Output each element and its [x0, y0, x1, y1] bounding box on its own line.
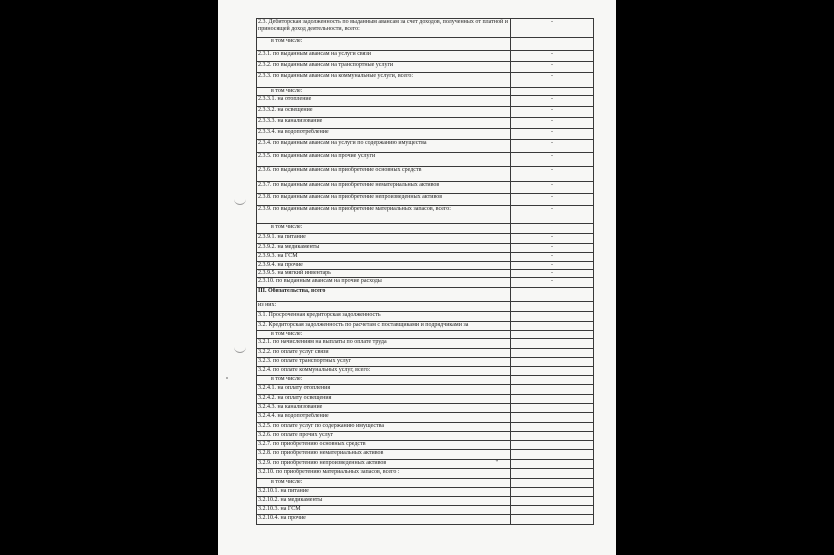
row-label: в том числе:	[257, 376, 511, 385]
table-row	[257, 253, 594, 262]
table-row	[257, 224, 594, 234]
row-label: в том числе:	[257, 331, 511, 339]
row-value	[511, 358, 594, 367]
row-label: 2.3.9. по выданным авансам на приобретение материальных запасов, всего:	[257, 206, 511, 224]
table-row	[257, 194, 594, 206]
table-row	[257, 385, 594, 395]
table-row	[257, 167, 594, 182]
row-value	[511, 385, 594, 395]
row-label: в том числе:	[257, 479, 511, 488]
row-value	[511, 515, 594, 525]
row-value	[511, 469, 594, 479]
table-row	[257, 349, 594, 358]
row-label: 2.3.9.5. на мягкий инвентарь	[257, 270, 511, 278]
row-label: 2.3.3.4. на водопотребление	[257, 129, 511, 140]
table-row	[257, 107, 594, 118]
row-label: 2.3.8. по выданным авансам на приобретение непроизведенных активов	[257, 194, 511, 206]
row-label: III. Обязательства, всего	[257, 288, 511, 302]
row-value	[511, 441, 594, 450]
row-value: -	[511, 51, 594, 62]
row-label: 3.2.8. по приобретению нематериальных активов	[257, 450, 511, 460]
row-label	[257, 460, 511, 469]
row-value: -	[511, 253, 594, 262]
row-value	[511, 312, 594, 322]
table-row	[257, 479, 594, 488]
row-value: -	[511, 194, 594, 206]
row-label: 3.2.4.3. на канализование	[257, 404, 511, 413]
table-row	[257, 262, 594, 270]
row-label: в том числе:	[257, 224, 511, 234]
row-label: 2.3.5. по выданным авансам на прочие услуги	[257, 153, 511, 167]
table-row	[257, 469, 594, 479]
table-row	[257, 51, 594, 62]
table-row	[257, 270, 594, 278]
table-row	[257, 153, 594, 167]
row-value	[511, 413, 594, 423]
row-value: -	[511, 96, 594, 107]
row-value: -	[511, 270, 594, 278]
table-row	[257, 339, 594, 349]
row-value	[511, 288, 594, 302]
row-label: из них:	[257, 302, 511, 312]
row-value: -	[511, 234, 594, 244]
row-value: -	[511, 118, 594, 129]
table-row	[257, 376, 594, 385]
row-label: 3.2.10.3. на ГСМ	[257, 506, 511, 515]
row-value	[511, 423, 594, 432]
row-label: 3.2.10.2. на медикаменты	[257, 497, 511, 506]
row-value: -	[511, 19, 594, 38]
table-row	[257, 19, 594, 38]
row-value	[511, 506, 594, 515]
table-row	[257, 62, 594, 73]
row-value: -	[511, 73, 594, 88]
row-value	[511, 38, 594, 51]
scan-speck	[226, 377, 228, 379]
row-label: 2.3.1. по выданным авансам на услуги связи	[257, 51, 511, 62]
table-row	[257, 515, 594, 525]
row-value	[511, 450, 594, 460]
row-label: 2.3.9.4. на прочие	[257, 262, 511, 270]
row-value	[511, 404, 594, 413]
row-label: 3.2.1. по начислениям на выплаты по оплате труда	[257, 339, 511, 349]
punch-hole	[234, 344, 246, 353]
row-mark: "	[495, 460, 498, 466]
table-row	[257, 118, 594, 129]
table-row	[257, 312, 594, 322]
table-row	[257, 182, 594, 194]
row-label: 3.2.4.2. на оплату освещения	[257, 395, 511, 404]
row-value	[511, 322, 594, 331]
row-label: 2.3.3.2. на освещение	[257, 107, 511, 118]
table-row	[257, 488, 594, 497]
document-page	[218, 0, 616, 555]
table-row	[257, 206, 594, 224]
row-label: 3.2.5. по оплате услуг по содержанию имущества	[257, 423, 511, 432]
table-row	[257, 432, 594, 441]
table-row	[257, 88, 594, 96]
table-row	[257, 441, 594, 450]
table-row	[257, 302, 594, 312]
row-value	[511, 302, 594, 312]
row-label: 2.3.3.3. на канализование	[257, 118, 511, 129]
row-value: -	[511, 167, 594, 182]
row-value: -	[511, 140, 594, 153]
table-row	[257, 367, 594, 376]
table-row	[257, 331, 594, 339]
row-value	[511, 331, 594, 339]
row-value: -	[511, 206, 594, 224]
table-row	[257, 244, 594, 253]
row-label: 2.3.3. по выданным авансам на коммунальные услуги, всего:	[257, 73, 511, 88]
row-label: 2.3.9.1. на питание	[257, 234, 511, 244]
row-label-text: 3.2.9. по приобретению непроизведенных активов	[258, 460, 387, 466]
row-value	[511, 367, 594, 376]
row-value: -	[511, 262, 594, 270]
row-label: 2.3.9.2. на медикаменты	[257, 244, 511, 253]
table-row	[257, 96, 594, 107]
row-value	[511, 339, 594, 349]
row-value	[511, 488, 594, 497]
table-row	[257, 140, 594, 153]
row-value: -	[511, 278, 594, 288]
table-row	[257, 322, 594, 331]
table-row	[257, 234, 594, 244]
table-row	[257, 450, 594, 460]
row-value: -	[511, 129, 594, 140]
row-label: 3.2.2. по оплате услуг связи	[257, 349, 511, 358]
row-label: 3.2.10. по приобретению материальных запасов, всего :	[257, 469, 511, 479]
table-row	[257, 129, 594, 140]
row-value	[511, 432, 594, 441]
table-row	[257, 395, 594, 404]
row-label: 3.1. Просроченная кредиторская задолженность	[257, 312, 511, 322]
row-label: 3.2.4.4. на водопотребление	[257, 413, 511, 423]
row-label: 3.2.3. по оплате транспортных услуг	[257, 358, 511, 367]
row-value: -	[511, 153, 594, 167]
row-value	[511, 460, 594, 469]
row-label: 2.3.7. по выданным авансам на приобретение нематериальных активов	[257, 182, 511, 194]
table-row	[257, 404, 594, 413]
row-value	[511, 376, 594, 385]
row-label: в том числе:	[257, 88, 511, 96]
row-label: 2.3.4. по выданным авансам на услуги по содержанию имущества	[257, 140, 511, 153]
punch-hole	[234, 196, 246, 205]
table-row	[257, 358, 594, 367]
row-label: 3.2. Кредиторская задолженность по расчетам с поставщиками и подрядчиками за	[257, 322, 511, 331]
table-row	[257, 423, 594, 432]
row-label: 3.2.10.1. на питание	[257, 488, 511, 497]
row-label: 2.3.6. по выданным авансам на приобретение основных средств	[257, 167, 511, 182]
row-label: 3.2.10.4. на прочие	[257, 515, 511, 525]
row-label: 3.2.6. по оплате прочих услуг	[257, 432, 511, 441]
table-row	[257, 288, 594, 302]
row-label: 2.3.2. по выданным авансам на транспортные услуги	[257, 62, 511, 73]
row-value	[511, 224, 594, 234]
row-value: -	[511, 182, 594, 194]
row-value	[511, 349, 594, 358]
row-label: 2.3.10. по выданным авансам на прочие расходы	[257, 278, 511, 288]
table-row	[257, 460, 594, 469]
row-value: -	[511, 107, 594, 118]
row-value	[511, 479, 594, 488]
obligations-table	[256, 18, 594, 525]
table-row	[257, 73, 594, 88]
row-label: 3.2.4. по оплате коммунальных услуг, всего:	[257, 367, 511, 376]
row-label: 3.2.4.1. на оплату отопления	[257, 385, 511, 395]
table-row	[257, 278, 594, 288]
row-value	[511, 395, 594, 404]
row-value	[511, 88, 594, 96]
table-row	[257, 413, 594, 423]
row-value: -	[511, 244, 594, 253]
table-row	[257, 506, 594, 515]
row-value	[511, 497, 594, 506]
table-row	[257, 38, 594, 51]
row-label: 2.3.9.3. на ГСМ	[257, 253, 511, 262]
row-label: 2.3. Дебиторская задолженность по выданным авансам за счет доходов, полученных от платной и приносящей доход деятельности, всего:	[257, 19, 511, 38]
row-label: в том числе:	[257, 38, 511, 51]
row-value: -	[511, 62, 594, 73]
table-row	[257, 497, 594, 506]
row-label: 2.3.3.1. на отопление	[257, 96, 511, 107]
row-label: 3.2.7. по приобретению основных средств	[257, 441, 511, 450]
